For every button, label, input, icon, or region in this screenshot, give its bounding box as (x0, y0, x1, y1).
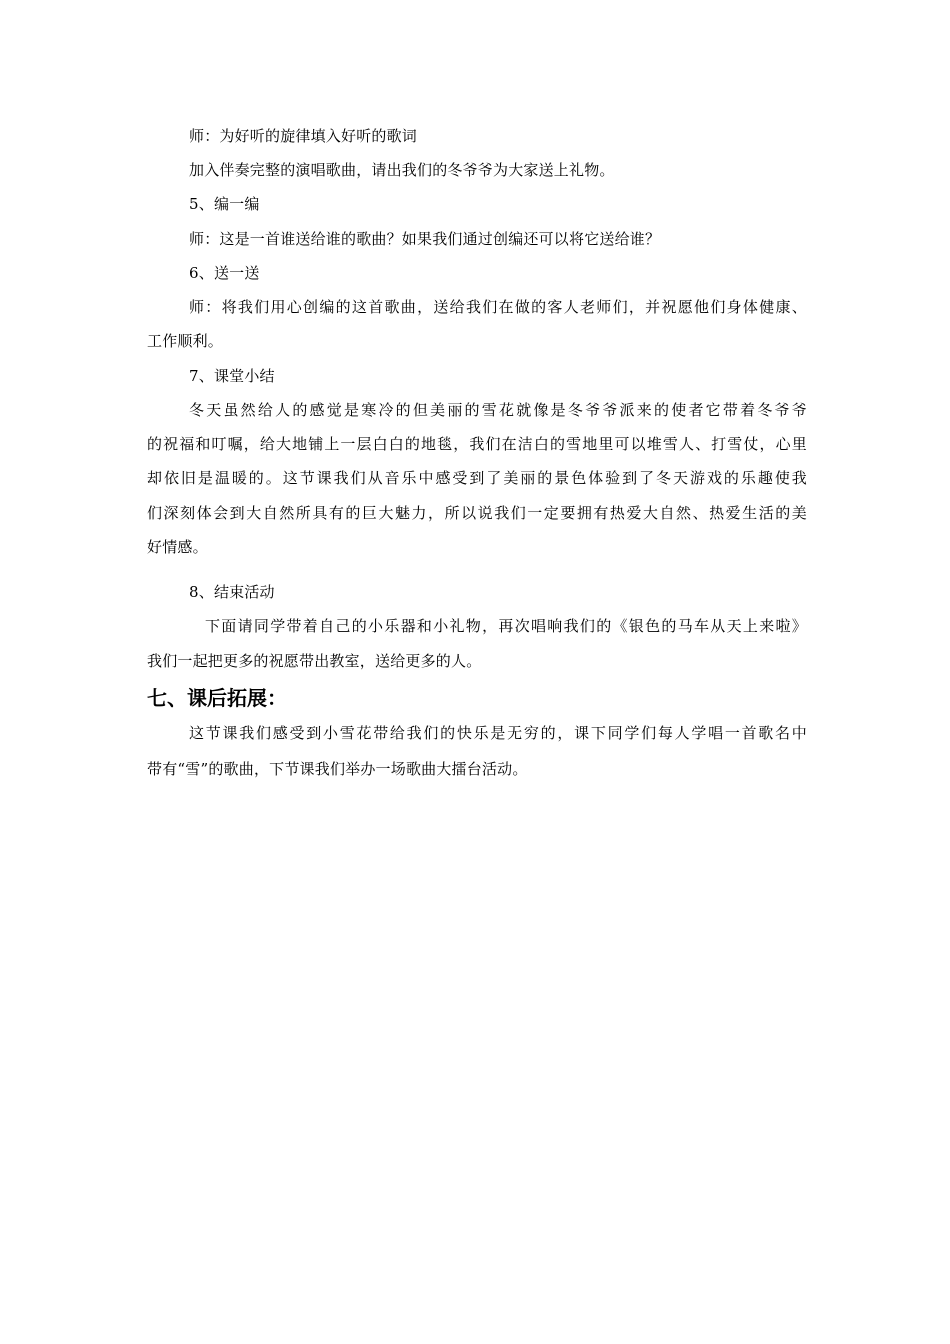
paragraph-accompaniment: 加入伴奏完整的演唱歌曲，请出我们的冬爷爷为大家送上礼物。 (189, 161, 615, 179)
closing-activity-line-1: 下面请同学带着自己的小乐器和小礼物，再次唱响我们的《银色的马车从天上来啦》 (205, 617, 807, 635)
summary-line-3: 却依旧是温暖的。这节课我们从音乐中感受到了美丽的景色体验到了冬天游戏的乐趣使我 (147, 469, 807, 487)
summary-line-5: 好情感。 (147, 538, 208, 556)
summary-line-1: 冬天虽然给人的感觉是寒冷的但美丽的雪花就像是冬爷爷派来的使者它带着冬爷爷 (189, 401, 807, 419)
closing-activity-line-2: 我们一起把更多的祝愿带出教室，送给更多的人。 (147, 652, 482, 670)
summary-line-2: 的祝福和叮嘱，给大地铺上一层白白的地毯，我们在洁白的雪地里可以堆雪人、打雪仗，心里 (147, 435, 807, 453)
teacher-line-question: 师：这是一首谁送给谁的歌曲？如果我们通过创编还可以将它送给谁？ (189, 230, 661, 248)
extension-line-1: 这节课我们感受到小雪花带给我们的快乐是无穷的，课下同学们每人学唱一首歌名中 (189, 724, 807, 742)
step-5-heading: 5、编一编 (189, 195, 260, 213)
extension-line-2: 带有“雪”的歌曲，下节课我们举办一场歌曲大擂台活动。 (147, 760, 528, 778)
teacher-line-gift-cont: 工作顺利。 (147, 332, 224, 350)
teacher-line-lyrics: 师：为好听的旋律填入好听的歌词 (189, 127, 418, 145)
step-8-heading: 8、结束活动 (189, 583, 275, 601)
step-7-heading: 7、课堂小结 (189, 367, 275, 385)
summary-line-4: 们深刻体会到大自然所具有的巨大魅力，所以说我们一定要拥有热爱大自然、热爱生活的美 (147, 504, 807, 522)
section-heading-extension: 七、课后拓展： (147, 686, 287, 710)
teacher-line-gift: 师：将我们用心创编的这首歌曲，送给我们在做的客人老师们，并祝愿他们身体健康、 (189, 298, 807, 316)
step-6-heading: 6、送一送 (189, 264, 260, 282)
